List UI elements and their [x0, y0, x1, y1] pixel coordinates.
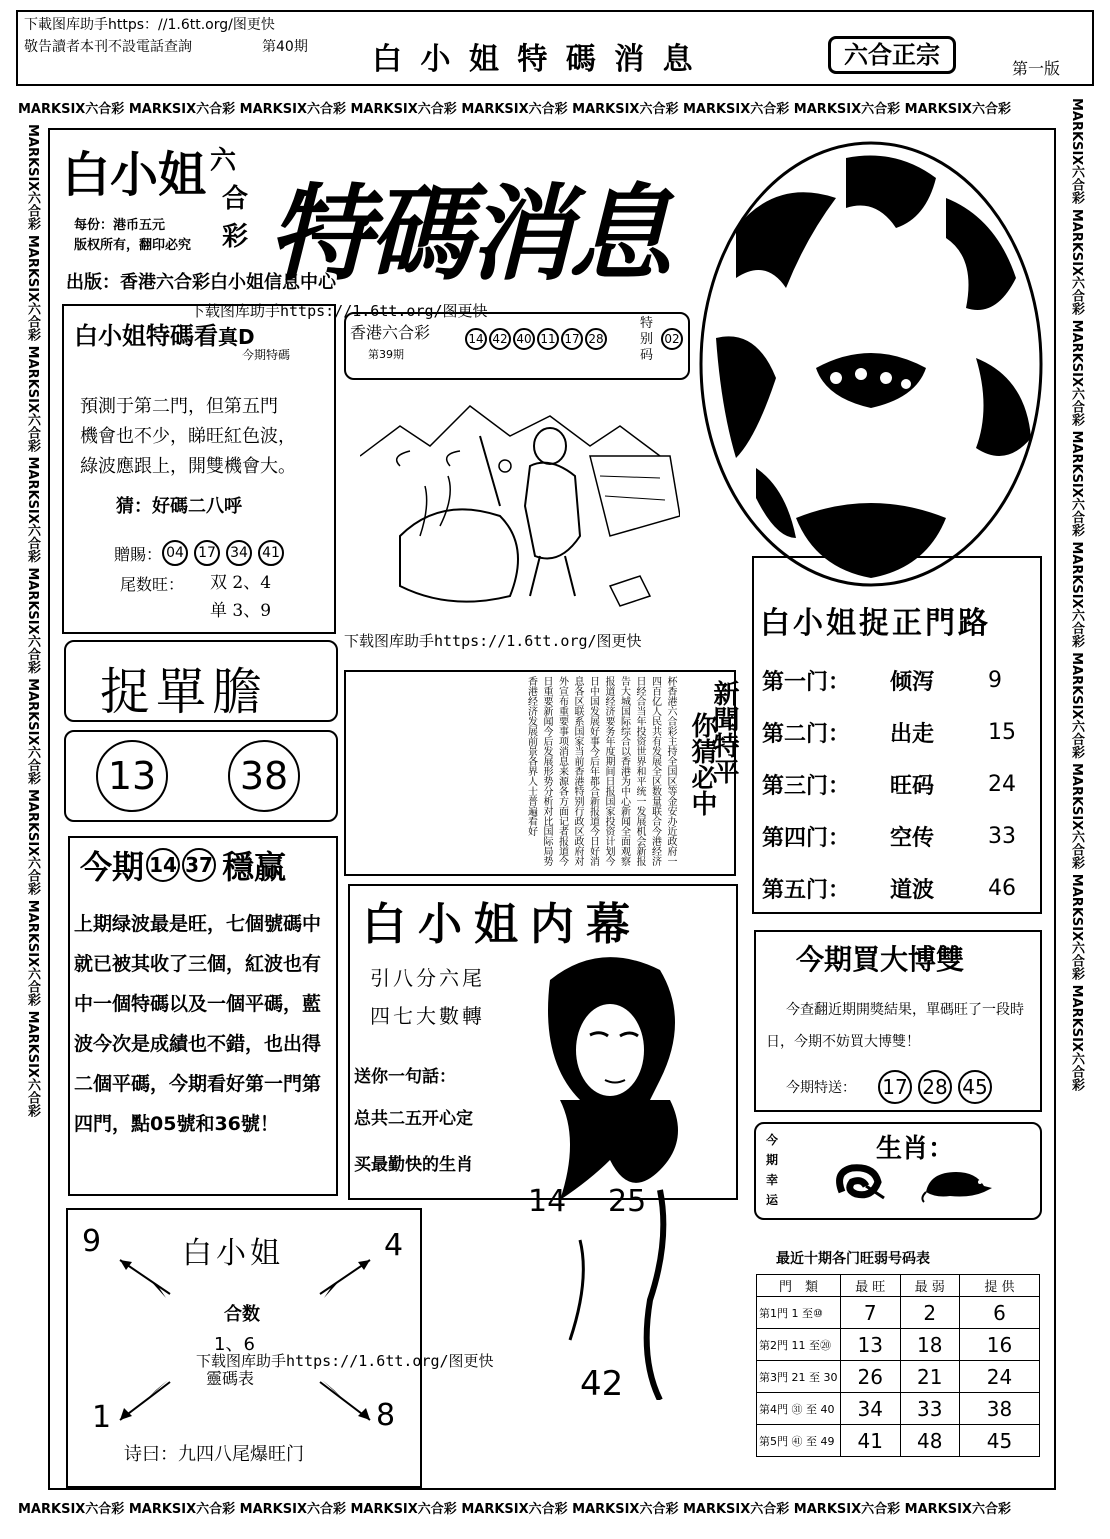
- news-side-sub: 你猜必中: [687, 712, 717, 816]
- compass-poem: 诗曰：九四八尾爆旺门: [124, 1444, 304, 1465]
- inside-number-b: 25: [608, 1184, 647, 1219]
- compass-corner-tl: 9: [82, 1224, 102, 1259]
- double-ball: 17: [878, 1070, 912, 1104]
- draw-ball: 40: [513, 328, 535, 350]
- door-name: 旺码: [890, 772, 935, 799]
- double-text: 今查翻近期開獎結果，單碼旺了一段時日，今期不妨買大博雙！: [766, 1002, 1024, 1050]
- door-label: 第四门：: [762, 824, 851, 851]
- stats-max: 7: [841, 1297, 901, 1329]
- notice-line: 敬告讀者本刊不設電話查詢: [24, 39, 192, 55]
- stats-header: 門 類: [757, 1275, 841, 1297]
- gift-ball: 04: [162, 540, 188, 566]
- kanzhen-title-tail: 真D: [218, 325, 255, 349]
- rat-icon: [920, 1164, 996, 1204]
- door-label: 第一门：: [762, 668, 851, 695]
- gift-ball: 41: [258, 540, 284, 566]
- kanzhen-line: 預測于第二門，但第五門: [80, 396, 278, 417]
- table-row: [757, 1361, 1040, 1393]
- stats-tip: 38: [960, 1393, 1040, 1425]
- last-draw-balls: [464, 328, 608, 350]
- special-label: [640, 316, 653, 364]
- big-title: 特碼消息: [268, 172, 669, 295]
- stats-table-wrap: [756, 1274, 1040, 1457]
- draw-ball: 11: [537, 328, 559, 350]
- draw-ball: 17: [561, 328, 583, 350]
- inside-saying2: 买最勤快的生肖: [354, 1155, 473, 1175]
- special-ball: 02: [661, 328, 683, 350]
- border-strip-top: MARKSIX六合彩 MARKSIX六合彩 MARKSIX六合彩 MARKSIX六合彩 MARKSIX六合彩 MARKSIX六合彩 MARKSIX六合彩 MARKSIX六合彩 MARKSIX六合彩: [18, 102, 1011, 117]
- zodiac-side-char: 运: [766, 1193, 779, 1207]
- door-name: 空传: [890, 824, 935, 851]
- news-grid: 杯香港六合彩主持全国区等金安办近政府一四百亿人民共有发展全区数量联合今港经济日经合当年投资世界和平统一发展机会新报告大城国际综合以香港为中心新闻全面观察报道经济要务年度期间日报国家投资计划今日中国发展好事今后年都合新报道今日好消息各区联系国家当前香港特别行政区政府对外宣布重要事项消息来源各方面记者报道今日重要新闻今后发展形势分析对比国际局势香港经济发展前景各界人士普遍看好: [525, 676, 676, 866]
- compass-label: 合数: [224, 1304, 260, 1325]
- gift-row: [114, 540, 284, 566]
- stats-max: 13: [841, 1329, 901, 1361]
- table-row: [757, 1329, 1040, 1361]
- tail-double: 双 2、4: [210, 573, 272, 593]
- win-prefix: 今期: [80, 848, 145, 886]
- zodiac-side-char: 幸: [766, 1173, 779, 1187]
- inside-line2: 四七大數轉: [370, 1004, 485, 1028]
- double-title: 今期買大博雙: [796, 943, 965, 976]
- stats-min: 18: [900, 1329, 960, 1361]
- inside-saying: 送你一句話：: [354, 1067, 456, 1087]
- stats-title: 最近十期各门旺弱号码表: [776, 1251, 930, 1267]
- inside-number-a: 14: [528, 1184, 567, 1219]
- win-text: 上期绿波最是旺，七個號碼中就已被其收了三個，紅波也有中一個特碼以及一個平碼，藍波今次是成績也不錯，也出得二個平碼，今期看好第一門第四門，點05號和36號！: [74, 913, 322, 1135]
- lady-oval-image: [696, 138, 1046, 590]
- stats-tip: 6: [960, 1297, 1040, 1329]
- stats-max: 41: [841, 1425, 901, 1457]
- compass-corner-br: 8: [376, 1398, 396, 1433]
- zodiac-side-char: 今: [766, 1133, 779, 1147]
- inside-saying1: 总共二五开心定: [354, 1109, 473, 1129]
- single-bold-title: 捉單膽: [100, 663, 268, 721]
- win-suffix: 穩赢: [222, 848, 287, 886]
- gift-label: 贈賜：: [114, 544, 163, 564]
- compass-title: 白小姐: [182, 1236, 284, 1271]
- win-ball: 14: [146, 848, 180, 882]
- table-row: [757, 1425, 1040, 1457]
- win-ball: 37: [182, 848, 216, 882]
- watermark-3: 下载图库助手https://1.6tt.org/图更快: [196, 1352, 494, 1370]
- title-vertical-2: 合: [222, 184, 249, 214]
- door-number: 46: [988, 875, 1016, 901]
- door-row: [762, 758, 1032, 810]
- draw-ball: 42: [489, 328, 511, 350]
- kanzhen-guess: 猜：好碼二八呼: [116, 496, 242, 517]
- special-char: 特: [640, 316, 654, 331]
- border-strip-bottom: MARKSIX六合彩 MARKSIX六合彩 MARKSIX六合彩 MARKSIX六合彩 MARKSIX六合彩 MARKSIX六合彩 MARKSIX六合彩 MARKSIX六合彩 MARKSIX六合彩: [18, 1502, 1011, 1517]
- publisher-text: 出版：香港六合彩白小姐信息中心: [66, 272, 336, 293]
- zodiac-side: [766, 1130, 778, 1210]
- snake-icon: [832, 1162, 888, 1208]
- draw-ball: 14: [465, 328, 487, 350]
- double-gift-label: 今期特送：: [786, 1080, 856, 1096]
- tail-label: 尾数旺：: [120, 575, 185, 594]
- door-row: [762, 810, 1032, 862]
- news-side-title: 新聞特平: [709, 680, 739, 784]
- last-draw-issue: 第39期: [368, 348, 404, 361]
- doors-title: 白小姐捉正門路: [760, 606, 991, 641]
- inside-number-c: 42: [580, 1364, 624, 1404]
- table-row: [757, 1297, 1040, 1329]
- door-number: 24: [988, 771, 1016, 797]
- kanzhen-lines: [80, 392, 296, 482]
- double-ball: 45: [958, 1070, 992, 1104]
- stats-header-row: [757, 1275, 1040, 1297]
- stats-max: 26: [841, 1361, 901, 1393]
- door-label: 第五门：: [762, 876, 851, 903]
- stats-tip: 16: [960, 1329, 1040, 1361]
- stats-table: [756, 1274, 1040, 1457]
- stats-min: 33: [900, 1393, 960, 1425]
- zodiac-title: 生肖：: [876, 1134, 955, 1164]
- tail-single: 单 3、9: [210, 601, 272, 621]
- kanzhen-line: 綠波應跟上，開雙機會大。: [80, 456, 296, 477]
- download-line: 下載图库助手https：//1.6tt.org/图更快: [24, 17, 275, 33]
- door-number: 33: [988, 823, 1016, 849]
- door-name: 倾泻: [890, 668, 935, 695]
- door-row: [762, 654, 1032, 706]
- compass-corner-tr: 4: [384, 1228, 404, 1263]
- compass-corner-bl: 1: [92, 1400, 112, 1435]
- title-name: 白小姐: [62, 147, 207, 203]
- stats-min: 21: [900, 1361, 960, 1393]
- stats-row-label: 第4門 ㉛ 至 40: [757, 1393, 841, 1425]
- stats-header: 提 供: [960, 1275, 1040, 1297]
- stats-row-label: 第1門 1 至⑩: [757, 1297, 841, 1329]
- farmer-sketch: [360, 396, 680, 622]
- compass-sub: 靈碼表: [206, 1369, 255, 1388]
- watermark-2: 下载图库助手https://1.6tt.org/图更快: [344, 632, 642, 650]
- stats-row-label: 第2門 11 至⑳: [757, 1329, 841, 1361]
- door-row: [762, 706, 1032, 758]
- single-bold-ball: 13: [96, 740, 168, 812]
- table-row: [757, 1393, 1040, 1425]
- stats-max: 34: [841, 1393, 901, 1425]
- stats-row-label: 第3門 21 至 30: [757, 1361, 841, 1393]
- gift-ball: 34: [226, 540, 252, 566]
- zodiac-side-char: 期: [766, 1153, 779, 1167]
- kanzhen-line: 機會也不少，睇旺紅色波，: [80, 426, 296, 447]
- double-gift-row: [786, 1070, 992, 1104]
- single-bold-ball: 38: [228, 740, 300, 812]
- stats-min: 48: [900, 1425, 960, 1457]
- edition-label: 第一版: [1012, 59, 1061, 78]
- door-name: 道波: [890, 876, 935, 903]
- copyright-text: 版权所有，翻印必究: [74, 238, 192, 253]
- masthead: 白 小 姐 特 碼 消 息: [372, 42, 697, 77]
- special-char: 别: [640, 332, 654, 347]
- kanzhen-title-main: 白小姐特碼看: [74, 322, 218, 350]
- stats-tip: 45: [960, 1425, 1040, 1457]
- inside-title: 白小姐内幕: [362, 899, 642, 950]
- price-text: 每份：港币五元: [74, 218, 166, 233]
- stats-header: 最 旺: [841, 1275, 901, 1297]
- door-label: 第三门：: [762, 772, 851, 799]
- door-row: [762, 862, 1032, 914]
- issue-number: 第40期: [262, 39, 308, 55]
- border-strip-right: MARKSIX六合彩 MARKSIX六合彩 MARKSIX六合彩 MARKSIX六合彩 MARKSIX六合彩 MARKSIX六合彩 MARKSIX六合彩 MARKSIX六合彩 MARKSIX六合彩: [1069, 98, 1084, 1091]
- special-char: 码: [640, 348, 654, 363]
- door-name: 出走: [890, 720, 935, 747]
- door-number: 9: [988, 667, 1002, 693]
- inside-line1: 引八分六尾: [370, 966, 485, 990]
- title-vertical-1: 六: [210, 146, 237, 176]
- door-label: 第二门：: [762, 720, 851, 747]
- win-header: [80, 842, 286, 888]
- stats-row-label: 第5門 ㊶ 至 49: [757, 1425, 841, 1457]
- stats-tip: 24: [960, 1361, 1040, 1393]
- draw-ball: 28: [585, 328, 607, 350]
- stamp-badge: 六合正宗: [828, 36, 956, 74]
- stats-min: 2: [900, 1297, 960, 1329]
- stats-header: 最 弱: [900, 1275, 960, 1297]
- door-number: 15: [988, 719, 1016, 745]
- title-vertical-3: 彩: [222, 222, 249, 252]
- kanzhen-subtitle: 今期特碼: [242, 348, 291, 362]
- watermark-1: 下载图库助手https://1.6tt.org/图更快: [190, 302, 488, 320]
- last-draw-label: 香港六合彩: [350, 323, 431, 342]
- kanzhen-title: [74, 316, 255, 351]
- border-strip-left: MARKSIX六合彩 MARKSIX六合彩 MARKSIX六合彩 MARKSIX六合彩 MARKSIX六合彩 MARKSIX六合彩 MARKSIX六合彩 MARKSIX六合彩 MARKSIX六合彩: [25, 124, 40, 1117]
- gift-ball: 17: [194, 540, 220, 566]
- compass-value: 1、6: [214, 1334, 255, 1355]
- doors-list: [762, 654, 1032, 914]
- double-ball: 28: [918, 1070, 952, 1104]
- inside-lady-image: [520, 940, 730, 1400]
